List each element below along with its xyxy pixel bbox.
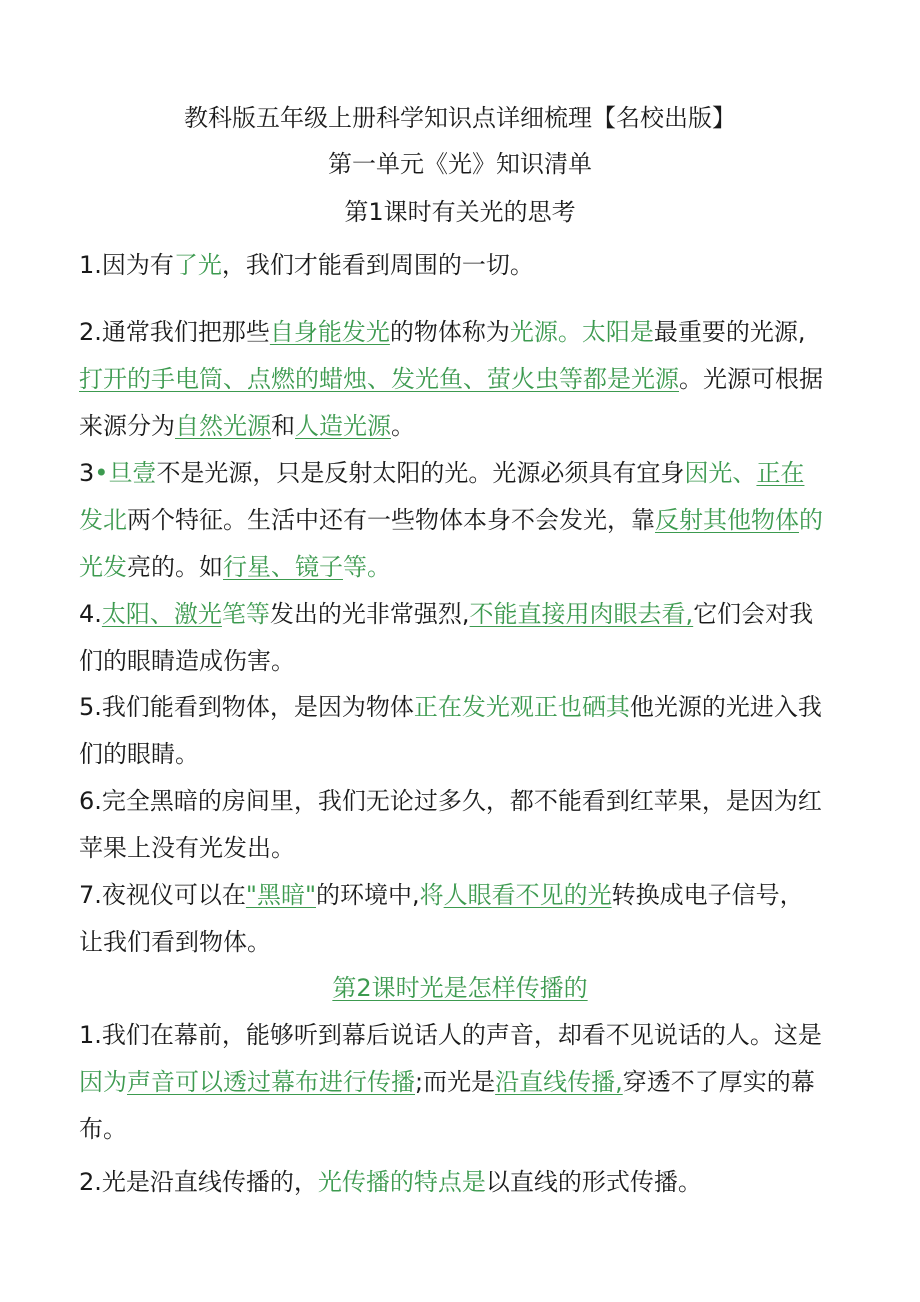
- item3-line2: [79, 503, 823, 537]
- lesson1-heading: 第1课时有关光的思考: [344, 198, 576, 226]
- answer-underlined: 正在: [756, 459, 805, 487]
- lesson2-item2-line: [79, 1165, 702, 1199]
- answer-text: 正在发光观正也硒其: [413, 693, 630, 721]
- answer-underlined: 反射其他物体: [655, 506, 799, 534]
- text: 和: [271, 412, 295, 440]
- answer-text: 因光、: [684, 459, 757, 487]
- answer-text: 了光: [173, 251, 222, 279]
- text: 2.光是沿直线传播的，: [79, 1168, 318, 1196]
- answer-underlined: 声音可以透过幕布进行传播: [127, 1068, 415, 1096]
- lesson2-heading: [0, 971, 920, 1005]
- text: 5.我们能看到物体，是因为物体: [79, 693, 414, 721]
- answer-underlined: 不能直接用肉眼去看,: [469, 600, 694, 628]
- lesson2-heading-text: 第2课时光是怎样传播的: [332, 974, 588, 1002]
- item2-line2: [79, 362, 823, 396]
- item3-line1: [79, 456, 804, 490]
- lesson2-item1-line2: [79, 1065, 815, 1099]
- text: 发出的光非常强烈,: [269, 600, 470, 628]
- item7-line1: [79, 878, 804, 912]
- text: 4.: [79, 600, 102, 628]
- item5-line1: [79, 690, 822, 724]
- text: 1.因为有: [79, 251, 174, 279]
- answer-text: 光发: [79, 553, 127, 581]
- item7-line2: 让我们看到物体。: [79, 928, 271, 956]
- item4-line2: 们的眼睛造成伤害。: [79, 647, 295, 675]
- answer-underlined: "黑暗": [245, 881, 316, 909]
- text: 以直线的形式传播。: [485, 1168, 702, 1196]
- unit-heading: 第一单元《光》知识清单: [328, 150, 592, 178]
- answer-underlined: 自身能发光: [269, 318, 390, 346]
- text: 两个特征。生活中还有一些物体本身不会发光，靠: [127, 506, 655, 534]
- answer-text: 笔等: [221, 600, 270, 628]
- text: 的环境中,: [315, 881, 420, 909]
- text: ，我们才能看到周围的一切。: [221, 251, 534, 279]
- answer-text: 将: [419, 881, 444, 909]
- answer-text: 光传播的特点是: [317, 1168, 486, 1196]
- answer-underlined: 打开的手电筒、点燃的蜡烛、发光鱼、萤火虫等都是光源: [79, 365, 679, 393]
- text: 的物体称为: [389, 318, 510, 346]
- text: ;而光是: [415, 1068, 496, 1096]
- item6-line1: 6.完全黑暗的房间里，我们无论过多久，都不能看到红苹果，是因为红: [79, 787, 822, 815]
- document-title: 教科版五年级上册科学知识点详细梳理【名校出版】: [184, 104, 736, 132]
- text: 。: [391, 412, 415, 440]
- text: 。光源可根据: [679, 365, 823, 393]
- text: 2.通常我们把那些: [79, 318, 270, 346]
- answer-underlined: 行星、镜子: [223, 553, 343, 581]
- item1-line: [79, 248, 534, 282]
- text: 最重要的光源,: [653, 318, 806, 346]
- answer-underlined: 太阳、激光: [101, 600, 222, 628]
- answer-underlined: 人造光源: [295, 412, 391, 440]
- text: 转换成电子信号，: [611, 881, 804, 909]
- answer-text: 的: [799, 506, 823, 534]
- answer-text: •旦壹: [94, 459, 157, 487]
- item5-line2: 们的眼睛。: [79, 740, 199, 768]
- text: 穿透不了厚实的幕: [622, 1068, 815, 1096]
- item6-line2: 苹果上没有光发出。: [79, 834, 295, 862]
- text: 亮的。如: [127, 553, 223, 581]
- lesson2-item1-line3: 布。: [79, 1115, 127, 1143]
- lesson2-item1-line1: 1.我们在幕前，能够听到幕后说话人的声音，却看不见说话的人。这是: [79, 1021, 822, 1049]
- answer-text: 光源。太阳是: [509, 318, 654, 346]
- answer-text: 发北: [79, 506, 127, 534]
- answer-text: 等。: [343, 553, 391, 581]
- answer-underlined: 沿直线传播,: [495, 1068, 623, 1096]
- text: 不是光源，只是反射太阳的光。光源必须具有宜身: [156, 459, 685, 487]
- text: 它们会对我: [693, 600, 814, 628]
- answer-underlined: 自然光源: [175, 412, 271, 440]
- answer-text: 因为: [79, 1068, 127, 1096]
- item4-line1: [79, 597, 813, 631]
- item3-line3: [79, 550, 391, 584]
- text: 他光源的光进入我: [629, 693, 822, 721]
- item2-line1: [79, 315, 806, 349]
- text: 7.夜视仪可以在: [79, 881, 246, 909]
- item2-line3: [79, 409, 415, 443]
- answer-underlined: 人眼看不见的光: [443, 881, 612, 909]
- text: 3: [79, 459, 95, 487]
- text: 来源分为: [79, 412, 175, 440]
